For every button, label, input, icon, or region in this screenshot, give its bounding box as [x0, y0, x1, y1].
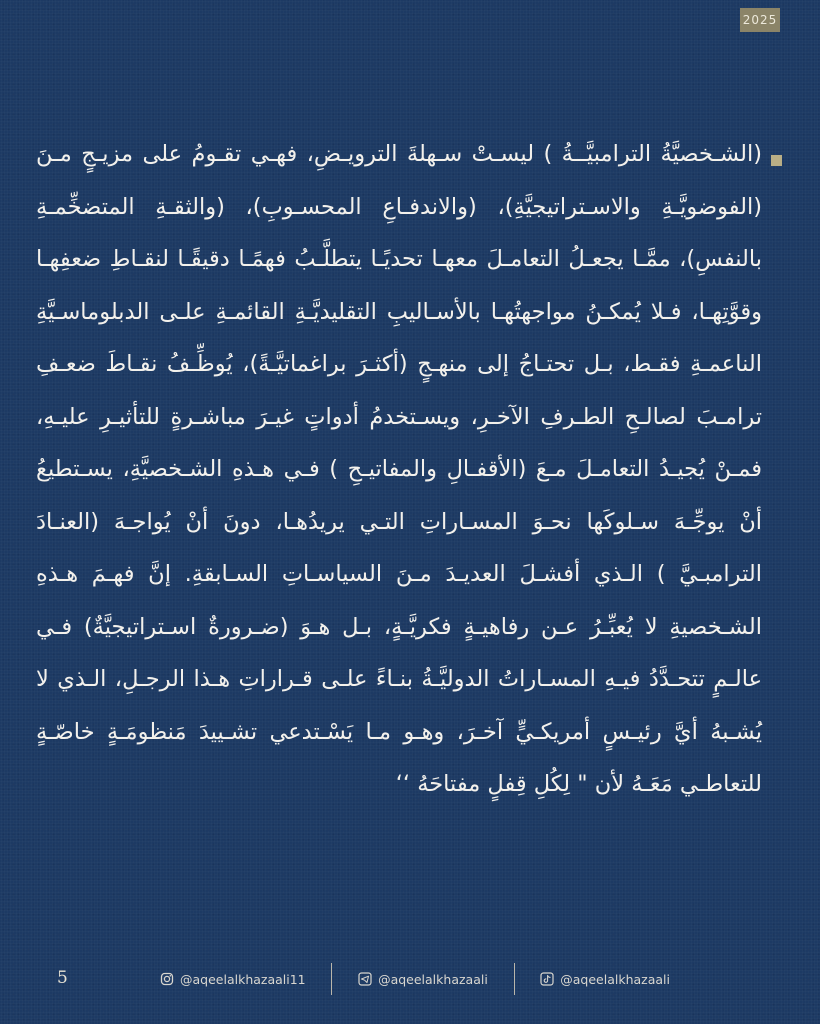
footer-divider: [331, 963, 332, 995]
social-telegram[interactable]: [358, 972, 488, 987]
footer-divider: [514, 963, 515, 995]
instagram-icon: [160, 972, 174, 986]
social-footer: [160, 962, 670, 996]
year-badge: 2025: [740, 8, 780, 32]
social-instagram[interactable]: [160, 972, 306, 987]
telegram-icon: [358, 972, 372, 986]
bullet-marker: [771, 155, 782, 166]
tiktok-handle: @aqeelalkhazaali: [560, 971, 670, 987]
social-tiktok[interactable]: [540, 972, 670, 987]
article-paragraph: (الشـخصيَّةُ الترامبيَّــةُ ) ليسـتْ سـهلةَ الترويـضِ، فهـي تقـومُ على مزيـجٍ مـنَ (الفوضويَّـةِ والاسـتراتيجيَّةِ)، (والاندفـاعِ المحسـوبِ)، (والثقـةِ المتضخِّمـةِ بالنفسِ)، ممَّـا يجعـلُ التعامـلَ معهـا تحديًـا يتطلَّـبُ فهمًـا دقيقًـا لنقـاطِ ضعفِهـا وقوَّتِهـا، فـلا يُمكـنُ مواجهتُهـا بالأسـاليبِ التقليديَّـةِ القائمـةِ علـى الدبلوماسـيَّةِ الناعمـةِ فقـط، بـل تحتـاجُ إلى منهـجٍ (أكثـرَ براغماتيَّـةً)، يُوظِّـفُ نقـاطَ ضعـفِ ترامـبَ لصالـحِ الطـرفِ الآخـرِ، ويسـتخدمُ أدواتٍ غيـرَ مباشـرةٍ للتأثيـرِ عليـهِ، فمـنْ يُجيـدُ التعامـلَ مـعَ (الأقفـالِ والمفاتيـحِ ) فـي هـذهِ الشـخصيَّةِ، يسـتطيعُ أنْ يوجِّـهَ سـلوكَها نحـوَ المسـاراتِ التـي يريدُهـا، دونَ أنْ يُواجـهَ (العنـادَ الترامبـيَّ ) الـذي أفشـلَ العديـدَ مـنَ السياسـاتِ السـابقةِ. إنَّ فهـمَ هـذهِ الشـخصيةِ لا يُعبِّـرُ عـن رفاهيـةٍ فكريَّـةٍ، بـل هـوَ (ضـرورةٌ اسـتراتيجيَّةٌ) فـي عالـمٍ تتحـدَّدُ فيـهِ المسـاراتُ الدوليَّـةُ بنـاءً علـى قـراراتِ هـذا الرجـلِ، الـذي لا يُشـبهُ أيَّ رئيـسٍ أمريكـيٍّ آخـرَ، وهـو مـا يَسْـتدعي تشـييدَ مَنظومَـةٍ خاصّـةٍ للتعاطـي مَعَـهُ لأن " لِكُلِ قِفلٍ مفتاحَهُ ‘‘: [36, 141, 762, 797]
instagram-handle: @aqeelalkhazaali11: [180, 971, 306, 987]
tiktok-icon: [540, 972, 554, 986]
telegram-handle: @aqeelalkhazaali: [378, 971, 488, 987]
page-number: 5: [57, 968, 68, 988]
